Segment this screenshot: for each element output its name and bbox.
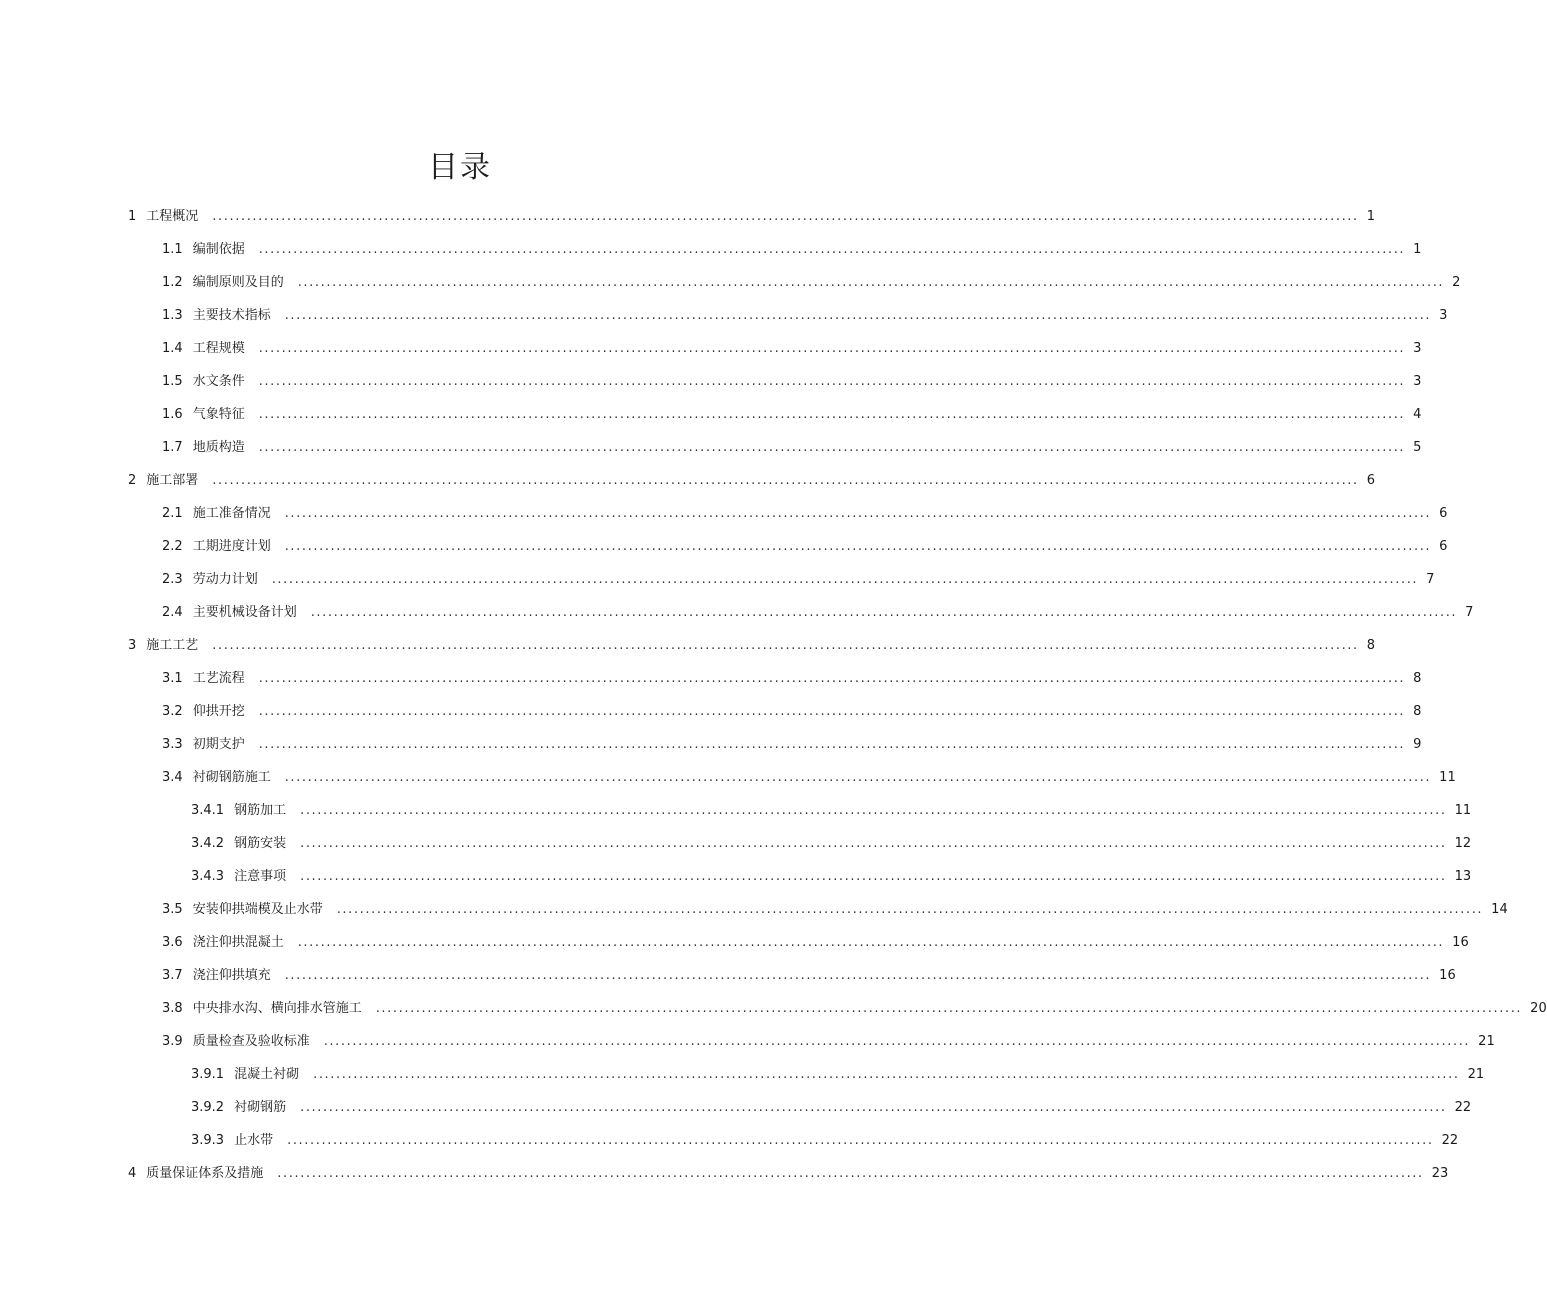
toc-entry[interactable] [162,538,1448,556]
toc-entry-title: 劳动力计划 [192,572,258,587]
toc-entry[interactable] [191,1066,1485,1084]
toc-dot-leader: ........................................................................................................................................................................................................ [258,671,1406,686]
toc-entry-title: 工程概况 [146,209,199,224]
toc-dot-leader: ........................................................................................................................................................................................................ [300,803,1447,818]
toc-entry[interactable] [162,406,1422,424]
toc-entry-title: 止水带 [234,1133,274,1148]
toc-entry-number: 3.2 [162,704,183,719]
toc-dot-leader: ........................................................................................................................................................................................................ [297,935,1445,950]
toc-entry-page-number: 22 [1441,1133,1459,1148]
toc-entry[interactable] [191,1132,1459,1150]
toc-dot-leader: ........................................................................................................................................................................................................ [297,275,1445,290]
toc-entry-number: 3.3 [162,737,183,752]
toc-entry-title: 质量检查及验收标准 [192,1034,310,1049]
toc-entry-number: 1.1 [162,242,183,257]
toc-entry-title: 主要技术指标 [192,308,271,323]
toc-entry-page-number: 11 [1454,803,1472,818]
toc-dot-leader: ........................................................................................................................................................................................................ [271,572,1419,587]
toc-entry-page-number: 22 [1454,1100,1472,1115]
toc-entry-title: 施工部署 [146,473,199,488]
toc-entry-number: 3.5 [162,902,183,917]
toc-entry[interactable] [162,703,1422,721]
toc-entry[interactable] [162,439,1422,457]
toc-entry-page-number: 8 [1413,671,1422,686]
toc-entry-number: 3.8 [162,1001,183,1016]
toc-entry-page-number: 6 [1366,473,1376,488]
toc-entry-title: 施工工艺 [146,638,199,653]
toc-entry-title: 注意事项 [234,869,287,884]
toc-entry-title: 安装仰拱端模及止水带 [192,902,323,917]
toc-dot-leader: ........................................................................................................................................................................................................ [300,869,1447,884]
toc-entry-page-number: 7 [1426,572,1435,587]
toc-dot-leader: ........................................................................................................................................................................................................ [284,506,1432,521]
toc-entry-number: 3.4.2 [191,836,225,851]
toc-entry-number: 1.7 [162,440,183,455]
toc-entry-number: 1.2 [162,275,183,290]
toc-dot-leader: ........................................................................................................................................................................................................ [258,341,1406,356]
toc-entry-page-number: 4 [1413,407,1422,422]
toc-entry-title: 工艺流程 [192,671,245,686]
toc-entry-page-number: 8 [1366,638,1376,653]
toc-entry-page-number: 21 [1467,1067,1485,1082]
toc-dot-leader: ........................................................................................................................................................................................................ [212,638,1359,653]
toc-entry[interactable] [162,901,1508,919]
toc-dot-leader: ........................................................................................................................................................................................................ [323,1034,1471,1049]
toc-entry-number: 1.3 [162,308,183,323]
toc-entry-page-number: 7 [1465,605,1474,620]
toc-entry-title: 初期支护 [192,737,245,752]
toc-dot-leader: ........................................................................................................................................................................................................ [310,605,1458,620]
toc-entry-number: 3.1 [162,671,183,686]
toc-entry[interactable] [162,1000,1547,1018]
toc-entry-number: 1.6 [162,407,183,422]
toc-entry-number: 4 [128,1166,137,1181]
toc-entry[interactable] [162,604,1474,622]
toc-entry-page-number: 5 [1413,440,1422,455]
toc-entry[interactable] [191,1099,1472,1117]
toc-dot-leader: ........................................................................................................................................................................................................ [258,737,1406,752]
toc-entry-page-number: 20 [1530,1001,1547,1016]
toc-entry-number: 1.4 [162,341,183,356]
toc-entry-number: 3.6 [162,935,183,950]
toc-entry-number: 2.4 [162,605,183,620]
toc-entry[interactable] [162,571,1435,589]
toc-entry-number: 3.9.1 [191,1067,225,1082]
toc-entry-page-number: 14 [1491,902,1508,917]
toc-entry-number: 3.4.3 [191,869,225,884]
toc-entry-title: 仰拱开挖 [192,704,245,719]
toc-entry-title: 工程规模 [192,341,245,356]
toc-entry[interactable] [128,208,1376,226]
toc-entry[interactable] [162,769,1456,787]
toc-entry-page-number: 23 [1431,1166,1449,1181]
toc-entry-page-number: 1 [1413,242,1422,257]
toc-entry-title: 工期进度计划 [192,539,271,554]
toc-entry-title: 混凝土衬砌 [234,1067,300,1082]
toc-entry-title: 气象特征 [192,407,245,422]
toc-entry[interactable] [191,868,1472,886]
toc-entry-number: 3.9.3 [191,1133,225,1148]
toc-entry[interactable] [162,241,1422,259]
toc-entry-number: 1 [128,209,137,224]
toc-entry[interactable] [162,373,1422,391]
toc-dot-leader: ........................................................................................................................................................................................................ [300,836,1447,851]
toc-dot-leader: ........................................................................................................................................................................................................ [277,1166,1424,1181]
toc-entry-title: 钢筋加工 [234,803,287,818]
toc-entry-title: 浇注仰拱混凝土 [192,935,284,950]
toc-dot-leader: ........................................................................................................................................................................................................ [336,902,1484,917]
toc-entry-title: 施工准备情况 [192,506,271,521]
toc-entry[interactable] [128,637,1376,655]
toc-entry-title: 编制依据 [192,242,245,257]
toc-dot-leader: ........................................................................................................................................................................................................ [284,770,1432,785]
toc-entry-number: 2 [128,473,137,488]
toc-dot-leader: ........................................................................................................................................................................................................ [258,440,1406,455]
toc-entry[interactable] [191,835,1472,853]
toc-entry-page-number: 11 [1439,770,1456,785]
toc-dot-leader: ........................................................................................................................................................................................................ [284,308,1432,323]
toc-entry-title: 钢筋安装 [234,836,287,851]
toc-entry-page-number: 3 [1413,341,1422,356]
toc-entry-number: 3.9.2 [191,1100,225,1115]
toc-entry-page-number: 3 [1413,374,1422,389]
toc-entry-number: 3.7 [162,968,183,983]
toc-entry-number: 2.2 [162,539,183,554]
toc-entry-number: 3 [128,638,137,653]
toc-entry[interactable] [162,934,1469,952]
toc-entry-page-number: 16 [1452,935,1469,950]
toc-entry[interactable] [162,670,1422,688]
toc-entry[interactable] [128,1165,1449,1183]
toc-dot-leader: ........................................................................................................................................................................................................ [212,209,1359,224]
toc-entry-page-number: 12 [1454,836,1472,851]
toc-dot-leader: ........................................................................................................................................................................................................ [287,1133,1434,1148]
toc-entry-page-number: 9 [1413,737,1422,752]
toc-dot-leader: ........................................................................................................................................................................................................ [284,539,1432,554]
toc-entry-page-number: 6 [1439,506,1448,521]
toc-entry[interactable] [128,472,1376,490]
toc-entry-page-number: 2 [1452,275,1461,290]
toc-entry[interactable] [162,967,1456,985]
toc-entry-title: 水文条件 [192,374,245,389]
toc-dot-leader: ........................................................................................................................................................................................................ [313,1067,1460,1082]
toc-entry-number: 2.1 [162,506,183,521]
toc-entry[interactable] [162,1033,1495,1051]
toc-entry[interactable] [162,307,1448,325]
toc-entry-page-number: 21 [1478,1034,1495,1049]
toc-dot-leader: ........................................................................................................................................................................................................ [284,968,1432,983]
toc-entry-number: 3.9 [162,1034,183,1049]
toc-entry[interactable] [162,340,1422,358]
toc-entry-page-number: 6 [1439,539,1448,554]
toc-dot-leader: ........................................................................................................................................................................................................ [212,473,1359,488]
toc-entry-page-number: 8 [1413,704,1422,719]
toc-entry-number: 1.5 [162,374,183,389]
page-title: 目录 [428,150,492,185]
toc-entry-title: 质量保证体系及措施 [146,1166,264,1181]
toc-dot-leader: ........................................................................................................................................................................................................ [375,1001,1523,1016]
toc-entry[interactable] [162,736,1422,754]
toc-dot-leader: ........................................................................................................................................................................................................ [258,374,1406,389]
toc-entry-number: 2.3 [162,572,183,587]
toc-dot-leader: ........................................................................................................................................................................................................ [258,704,1406,719]
toc-dot-leader: ........................................................................................................................................................................................................ [300,1100,1447,1115]
toc-entry-title: 主要机械设备计划 [192,605,297,620]
toc-entry-title: 浇注仰拱填充 [192,968,271,983]
toc-entry-page-number: 13 [1454,869,1472,884]
toc-dot-leader: ........................................................................................................................................................................................................ [258,242,1406,257]
toc-entry-title: 衬砌钢筋施工 [192,770,271,785]
toc-entry-page-number: 16 [1439,968,1456,983]
toc-entry-number: 3.4 [162,770,183,785]
toc-entry-title: 衬砌钢筋 [234,1100,287,1115]
toc-entry-title: 地质构造 [192,440,245,455]
toc-entry-number: 3.4.1 [191,803,225,818]
toc-entry-page-number: 3 [1439,308,1448,323]
toc-entry-title: 编制原则及目的 [192,275,284,290]
toc-dot-leader: ........................................................................................................................................................................................................ [258,407,1406,422]
toc-entry[interactable] [191,802,1472,820]
toc-entry-page-number: 1 [1366,209,1376,224]
toc-entry[interactable] [162,274,1461,292]
toc-entry[interactable] [162,505,1448,523]
toc-entry-title: 中央排水沟、横向排水管施工 [192,1001,362,1016]
